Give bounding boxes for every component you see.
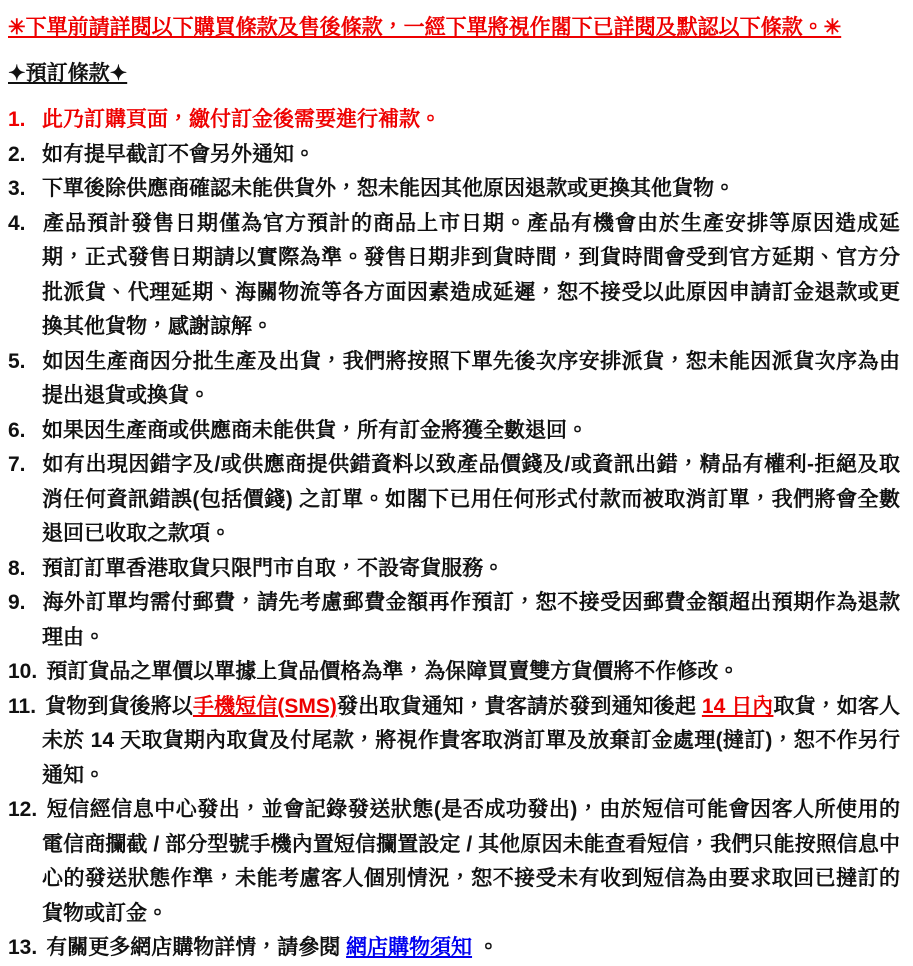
term-text: 如果因生產商或供應商未能供貨，所有訂金將獲全數退回。 (42, 418, 588, 442)
term-item (8, 103, 900, 138)
pickup-deadline-highlight: 14 日內 (701, 694, 774, 718)
term-text: 取貨，如客人未於 14 天取貨期內取貨及付尾款，將視作貴客取消訂單及放棄訂金處理(撻訂)，恕不作另行通知。 (42, 694, 901, 787)
term-text: 如有出現因錯字及/或供應商提供錯資料以致產品價錢及/或資訊出錯，精品有權利-拒絕及取消任何資訊錯誤(包括價錢) 之訂單。如閣下已用任何形式付款而被取消訂單，我們將會全數退回已收取之款項。 (42, 453, 900, 545)
term-item (8, 655, 900, 690)
term-text: 有關更多網店購物詳情，請參閱 (46, 936, 347, 959)
term-text: 如因生產商因分批生產及出貨，我們將按照下單先後次序安排派貨，恕未能因派貨次序為由提出退貨或換貨。 (42, 349, 900, 407)
term-text: 預訂訂單香港取貨只限門市自取，不設寄貨服務。 (42, 556, 504, 580)
term-number: 1. (8, 108, 26, 131)
term-text: 發出取貨通知，貴客請於發到通知後起 (336, 694, 702, 718)
term-number: 2. (8, 142, 26, 166)
term-item (8, 586, 900, 655)
term-number: 8. (8, 556, 26, 580)
term-text: 如有提早截訂不會另外通知。 (42, 142, 315, 166)
store-policy-link[interactable]: 網店購物須知 (346, 936, 473, 959)
term-item (8, 345, 900, 414)
term-text: 海外訂單均需付郵費，請先考慮郵費金額再作預訂，恕不接受因郵費金額超出預期作為退款理由。 (42, 591, 900, 649)
term-text: 此乃訂購頁面，繳付訂金後需要進行補款。 (42, 108, 441, 131)
term-text: 產品預計發售日期僅為官方預計的商品上市日期。產品有機會由於生產安排等原因造成延期，正式發售日期請以實際為準。發售日期非到貨時間，到貨時間會受到官方延期、官方分批派貨、代理延期、海關物流等各方面因素造成延遲，恕不接受以此原因申請訂金退款或更換其他貨物，感謝諒解。 (42, 211, 900, 338)
terms-list (8, 103, 900, 966)
term-text: 預訂貨品之單價以單據上貨品價格為準，為保障買賣雙方貨價將不作修改。 (46, 660, 740, 683)
term-number: 13. (8, 936, 38, 959)
term-number: 11. (8, 694, 37, 718)
term-item (8, 931, 900, 966)
preorder-terms-title: ✦預訂條款✦ (8, 62, 128, 85)
term-number: 5. (8, 349, 26, 373)
purchase-notice-header: ✳下單前請詳閱以下購買條款及售後條款，一經下單將視作閣下已詳閱及默認以下條款。✳ (8, 16, 842, 39)
term-number: 9. (8, 591, 26, 614)
term-text: 。 (472, 936, 499, 959)
term-item (8, 552, 900, 587)
term-item (8, 448, 900, 552)
term-number: 10. (8, 660, 38, 683)
term-number: 6. (8, 418, 26, 442)
term-item (8, 138, 900, 173)
term-text: 下單後除供應商確認未能供貨外，恕未能因其他原因退款或更換其他貨物。 (42, 177, 735, 200)
term-number: 12. (8, 798, 38, 821)
term-item (8, 207, 900, 345)
term-number: 3. (8, 177, 26, 200)
term-number: 7. (8, 453, 26, 476)
term-item (8, 172, 900, 207)
term-item (8, 690, 900, 794)
term-item (8, 414, 900, 449)
sms-highlight: 手機短信(SMS) (192, 694, 337, 718)
term-text: 貨物到貨後將以 (45, 694, 193, 718)
term-number: 4. (8, 211, 26, 235)
term-text: 短信經信息中心發出，並會記錄發送狀態(是否成功發出)，由於短信可能會因客人所使用的電信商攔截 / 部分型號手機內置短信攔置設定 / 其他原因未能查看短信，我們只能按照信息中心的發送狀態作準，未能考慮客人個別情況，恕不接受未有收到短信為由要求取回已撻訂的貨物或訂金。 (42, 798, 900, 925)
term-item (8, 793, 900, 931)
